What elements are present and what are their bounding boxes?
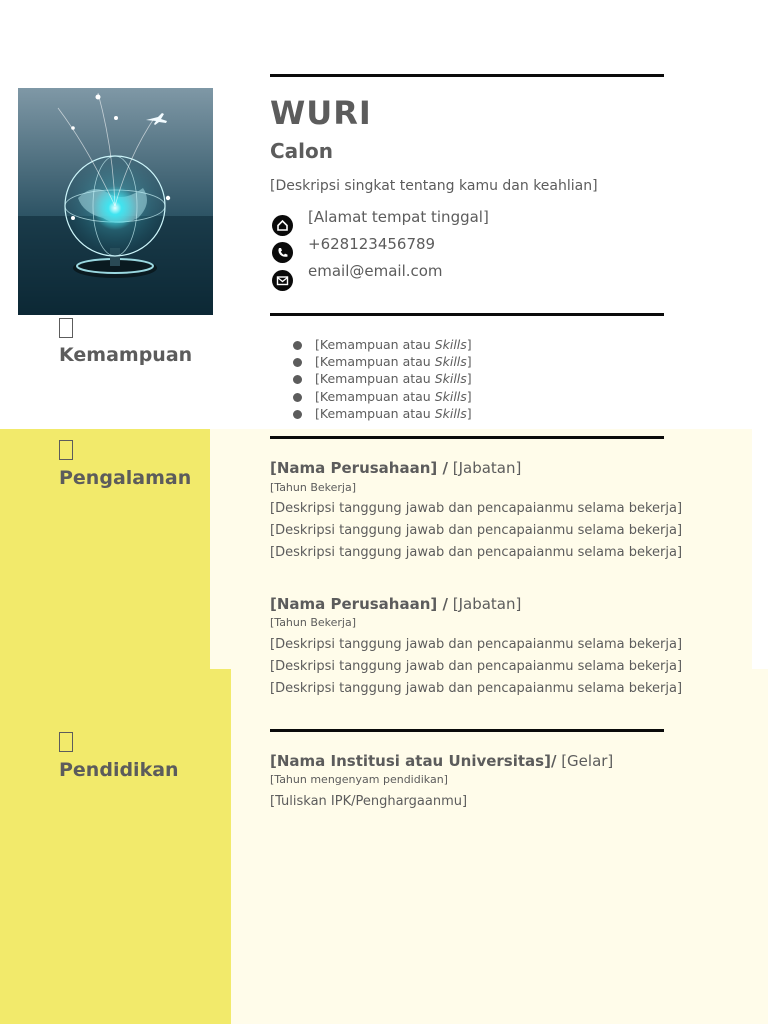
contact-phone: +628123456789 [308, 235, 436, 253]
skills-section-icon [59, 318, 73, 338]
job-description: [Deskripsi tanggung jawab dan pencapaianmu selama bekerja] [270, 637, 683, 652]
skill-item: [Kemampuan atau Skills] [293, 405, 472, 422]
sidebar-background-top [0, 429, 210, 669]
sidebar-background-bottom [0, 669, 231, 1024]
profile-role: Calon [270, 139, 334, 163]
skills-list [293, 336, 472, 422]
skill-item: [Kemampuan atau Skills] [293, 353, 472, 370]
experience-divider [270, 436, 664, 439]
education-section-icon [59, 732, 73, 752]
skill-item: [Kemampuan atau Skills] [293, 336, 472, 353]
job-description: [Deskripsi tanggung jawab dan pencapaianmu selama bekerja] [270, 659, 683, 674]
job-description: [Deskripsi tanggung jawab dan pencapaianmu selama bekerja] [270, 681, 683, 696]
skill-item: [Kemampuan atau Skills] [293, 370, 472, 387]
skills-divider [270, 313, 664, 316]
contact-email: email@email.com [308, 262, 443, 280]
profile-photo [18, 88, 213, 315]
content-panel-bottom [231, 669, 768, 1024]
job-description: [Deskripsi tanggung jawab dan pencapaianmu selama bekerja] [270, 523, 683, 538]
education-title-line: [Nama Institusi atau Universitas]/ [Gelar] [270, 752, 614, 770]
skills-section-title: Kemampuan [59, 344, 193, 366]
profile-name: WURI [270, 94, 372, 132]
experience-section-icon [59, 440, 73, 460]
job-years: [Tahun Bekerja] [270, 616, 357, 629]
education-years: [Tahun mengenyam pendidikan] [270, 773, 448, 786]
home-icon [272, 215, 293, 236]
skill-item: [Kemampuan atau Skills] [293, 388, 472, 405]
education-divider [270, 729, 664, 732]
header-divider-top [270, 74, 664, 77]
profile-summary: [Deskripsi singkat tentang kamu dan keahlian] [270, 178, 598, 194]
envelope-icon [272, 270, 293, 291]
job-title-line: [Nama Perusahaan] / [Jabatan] [270, 459, 522, 477]
job-title-line: [Nama Perusahaan] / [Jabatan] [270, 595, 522, 613]
education-note: [Tuliskan IPK/Penghargaanmu] [270, 794, 468, 809]
education-section-title: Pendidikan [59, 759, 179, 781]
experience-section-title: Pengalaman [59, 467, 192, 489]
contact-address: [Alamat tempat tinggal] [308, 208, 489, 226]
job-years: [Tahun Bekerja] [270, 481, 357, 494]
phone-icon [272, 242, 293, 263]
job-description: [Deskripsi tanggung jawab dan pencapaianmu selama bekerja] [270, 501, 683, 516]
job-description: [Deskripsi tanggung jawab dan pencapaianmu selama bekerja] [270, 545, 683, 560]
